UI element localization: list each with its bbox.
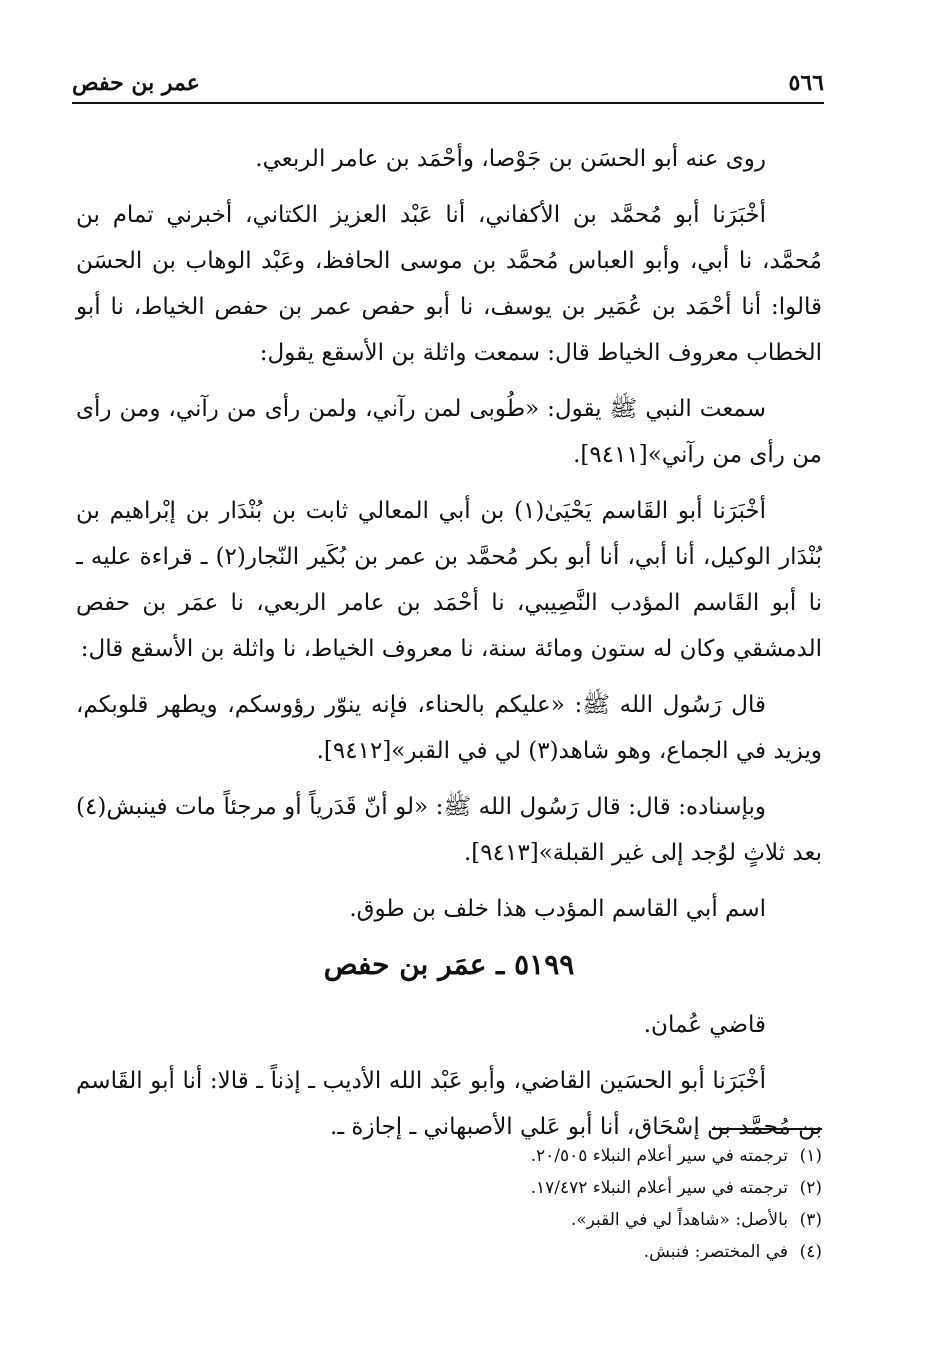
footnote-1 <box>76 1140 822 1172</box>
paragraph-4: أخْبَرَنا أبو القَاسم يَحْيَىٰ(١) بن أبي المعالي ثابت بن بُنْدَار بن إبْراهيم بن بُنْدَار الوكيل، أنا أبي، أنا أبو بكر مُحمَّد بن عمر بن بُكَير النّجار(٢) ـ قراءة عليه ـ نا أبو القَاسم المؤدب النَّصِيبي، نا أحْمَد بن عامر الربعي، نا عمَر بن حفص الدمشقي وكان له ستون ومائة سنة، نا معروف الخياط، نا واثلة بن الأسقع قال: <box>76 498 822 662</box>
footnote-divider <box>712 1128 822 1130</box>
page-number: ٥٦٦ <box>788 70 824 96</box>
paragraph-9: أخْبَرَنا أبو الحسَين القاضي، وأبو عَبْد الله الأديب ـ إذناً ـ قالا: أنا أبو القَاسم بن مُحمَّد بن إسْحَاق، أنا أبو عَلي الأصبهاني ـ إجازة ـ. <box>76 1068 822 1140</box>
footnote-text: في المختصر: فنبش. <box>643 1242 788 1262</box>
paragraph-1: روى عنه أبو الحسَن بن جَوْصا، وأحْمَد بن عامر الربعي. <box>255 146 766 172</box>
footnote-3 <box>76 1204 822 1236</box>
footnote-text: ترجمته في سير أعلام النبلاء ٢٠/٥٠٥. <box>530 1146 788 1166</box>
footnotes <box>76 1140 822 1268</box>
paragraph-7: اسم أبي القاسم المؤدب هذا خلف بن طوق. <box>349 896 766 922</box>
paragraph-8: قاضي عُمان. <box>643 1012 766 1038</box>
paragraph-5: قال رَسُول الله ﷺ: «عليكم بالحناء، فإنه ينوّر رؤوسكم، ويطهر قلوبكم، ويزيد في الجماع، وهو شاهد(٣) لي في القبر»[٩٤١٢]. <box>76 692 822 764</box>
footnote-text: بالأصل: «شاهداً لي في القبر». <box>570 1210 788 1230</box>
main-text <box>76 136 822 1160</box>
footnote-4 <box>76 1236 822 1268</box>
footnote-2 <box>76 1172 822 1204</box>
footnote-number: (٣) <box>799 1210 822 1230</box>
paragraph-2: أخْبَرَنا أبو مُحمَّد بن الأكفاني، أنا عَبْد العزيز الكتاني، أخبرني تمام بن مُحمَّد، نا أبي، وأبو العباس مُحمَّد بن موسى الحافظ، وعَبْد الوهاب بن الحسَن قالوا: أنا أحْمَد بن عُمَير بن يوسف، نا أبو حفص عمر بن حفص الخياط، نا أبو الخطاب معروف الخياط قال: سمعت واثلة بن الأسقع يقول: <box>76 202 822 366</box>
paragraph-3: سمعت النبي ﷺ يقول: «طُوبى لمن رآني، ولمن رأى من رآني، ومن رأى من رأى من رآني»[٩٤١١]. <box>76 396 822 468</box>
footnote-number: (٢) <box>799 1178 822 1198</box>
paragraph-6: وبإسناده: قال: قال رَسُول الله ﷺ: «لو أنّ قَدَرياً أو مرجئاً مات فينبش(٤) بعد ثلاثٍ لوُجد إلى غير القبلة»[٩٤١٣]. <box>76 794 822 866</box>
footnote-text: ترجمته في سير أعلام النبلاء ١٧/٤٧٢. <box>530 1178 788 1198</box>
entry-heading: ٥١٩٩ ـ عمَر بن حفص <box>323 948 575 981</box>
footnote-number: (١) <box>799 1146 822 1166</box>
running-title: عمر بن حفص <box>72 70 200 96</box>
footnote-number: (٤) <box>799 1242 822 1262</box>
page-header <box>72 68 824 104</box>
